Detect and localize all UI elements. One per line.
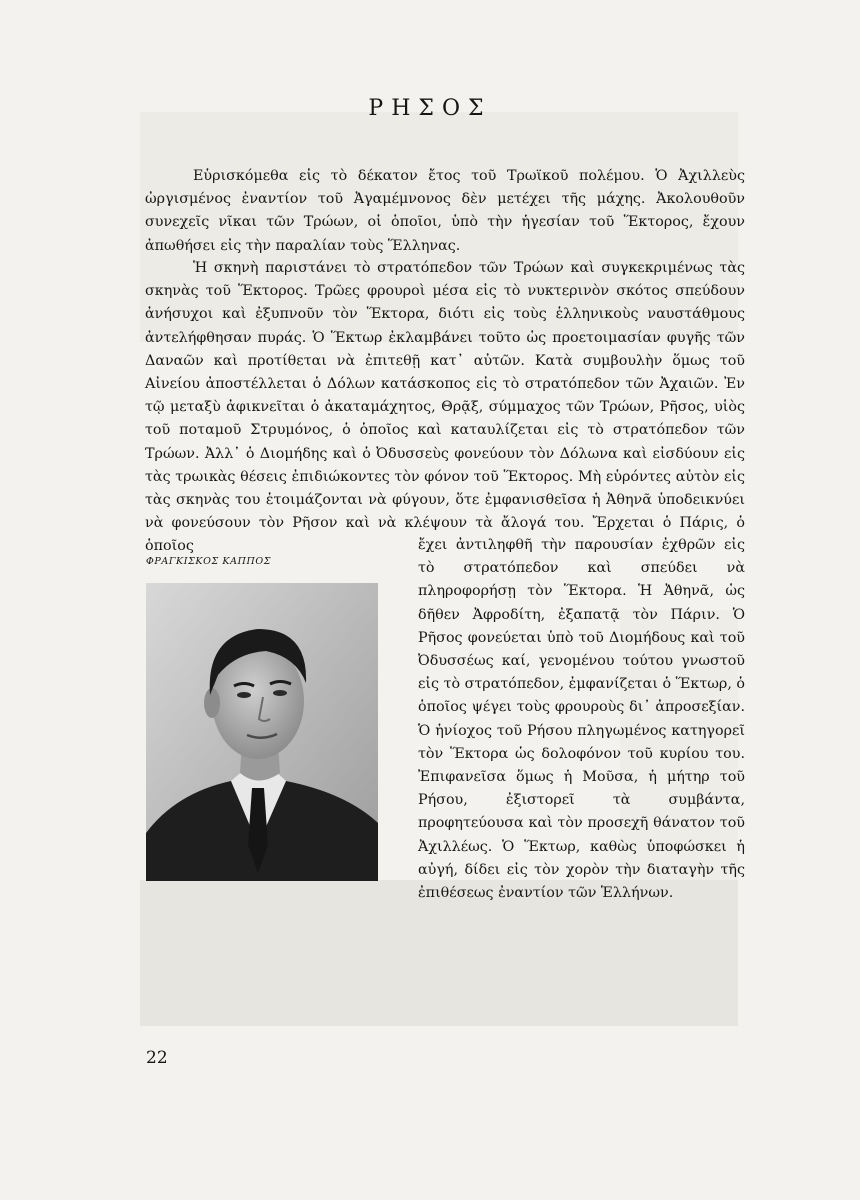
page-title: ΡΗΣΟΣ: [368, 96, 492, 121]
page-number: 22: [146, 1048, 168, 1068]
photo-caption: ΦΡΑΓΚΙΣΚΟΣ ΚΑΠΠΟΣ: [146, 556, 272, 567]
portrait-illustration: [146, 583, 378, 881]
synopsis-paragraph-2-continued: ἔχει ἀντιληφθῆ τὴν παρουσίαν ἐχθρῶν εἰς τὸ στρατόπεδον καὶ σπεύδει νὰ πληροφορήσῃ τὸν Ἕκτορα. Ἡ Ἀθηνᾶ, ὡς δῆθεν Ἀφροδίτη, ἐξαπατᾷ τὸν Πάριν. Ὁ Ρῆσος φονεύεται ὑπὸ τοῦ Διομήδους καὶ τοῦ Ὀδυσσέως καί, γενομένου τούτου γνωστοῦ εἰς τὸ στρατόπεδον, ἐμφανίζεται ὁ Ἕκτωρ, ὁ ὁποῖος ψέγει τοὺς φρουροὺς δι᾽ ἀπροσεξίαν. Ὁ ἡνίοχος τοῦ Ρήσου πληγωμένος κατηγορεῖ τὸν Ἕκτορα ὡς δολοφόνον τοῦ κυρίου του. Ἐπιφανεῖσα ὅμως ἡ Μοῦσα, ἡ μήτηρ τοῦ Ρήσου, ἐξιστορεῖ τὰ συμβάντα, προφητεύουσα καὶ τὸν προσεχῆ θάνατον τοῦ Ἀχιλλέως. Ὁ Ἕκτωρ, καθὼς ὑποφώσκει ἡ αὐγή, δίδει εἰς τὸν χορὸν τὴν διαταγὴν τῆς ἐπιθέσεως ἐναντίον τῶν Ἑλλήνων.: [418, 537, 746, 902]
portrait-photo: [146, 583, 378, 881]
synopsis-paragraph-1: Εὑρισκόμεθα εἰς τὸ δέκατον ἔτος τοῦ Τρωϊκοῦ πολέμου. Ὁ Ἀχιλλεὺς ὠργισμένος ἐναντίον τοῦ Ἀγαμέμνονος δὲν μετέχει τῆς μάχης. Ἀκολουθοῦν συνεχεῖς νῖκαι τῶν Τρώων, οἱ ὁποῖοι, ὑπὸ τὴν ἡγεσίαν τοῦ Ἕκτορος, ἔχουν ἀπωθήσει εἰς τὴν παραλίαν τοὺς Ἕλληνας.: [145, 168, 745, 254]
synopsis-paragraph-2: Ἡ σκηνὴ παριστάνει τὸ στρατόπεδον τῶν Τρώων καὶ συγκεκριμένως τὰς σκηνὰς τοῦ Ἕκτορος. Τρῶες φρουροὶ μέσα εἰς τὸ νυκτερινὸν σκότος σπεύδουν ἀνήσυχοι καὶ ἐξυπνοῦν τὸν Ἕκτορα, διότι εἰς τοὺς ἑλληνικοὺς ναυστάθμους ἀντελήφθησαν πυράς. Ὁ Ἕκτωρ ἐκλαμβάνει τοῦτο ὡς προετοιμασίαν φυγῆς τῶν Δαναῶν καὶ προτίθεται νὰ ἐπιτεθῇ κατ᾽ αὐτῶν. Κατὰ συμβουλὴν ὅμως τοῦ Αἰνείου ἀποστέλλεται ὁ Δόλων κατάσκοπος εἰς τὸ στρατόπεδον τῶν Ἀχαιῶν. Ἐν τῷ μεταξὺ ἀφικνεῖται ὁ ἀκαταμάχητος, Θρᾷξ, σύμμαχος τῶν Τρώων, Ρῆσος, υἱὸς τοῦ ποταμοῦ Στρυμόνος, ὁ ὁποῖος καὶ καταυλίζεται εἰς τὸ στρατόπεδον τῶν Τρώων. Ἀλλ᾽ ὁ Διομήδης καὶ ὁ Ὀδυσσεὺς φονεύουν τὸν Δόλωνα καὶ εἰσδύουν εἰς τὰς τρωικὰς θέσεις ἐπιδιώκοντες τὸν φόνον τοῦ Ἕκτορος. Μὴ εὑρόντες αὐτὸν εἰς τὰς σκηνὰς του ἑτοιμάζονται νὰ φύγουν, ὅτε ἐμφανισθεῖσα ἡ Ἀθηνᾶ ὑποδεικνύει νὰ φονεύσουν τὸν Ρῆσον καὶ νὰ κλέψουν τὰ ἄλογά του. Ἔρχεται ὁ Πάρις, ὁ ὁποῖος: [145, 260, 745, 555]
